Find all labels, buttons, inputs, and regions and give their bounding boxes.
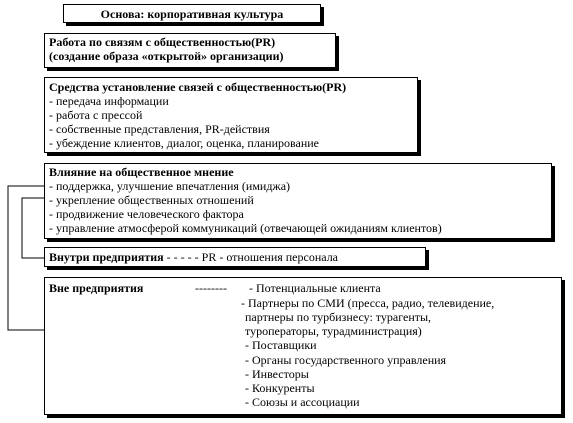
- outside-enterprise-title: Вне предприятия: [49, 281, 144, 295]
- pr-means-box: [44, 77, 418, 153]
- public-opinion-title: Влияние на общественное мнение: [49, 165, 234, 179]
- pr-means-title: Средства установление связей с общественностью(PR): [49, 80, 347, 94]
- list-item: - поддержка, улучшение впечатления (имиджа): [49, 179, 291, 193]
- list-item: туроператоры, турадминистрация): [245, 324, 422, 338]
- list-item: - работа с прессой: [49, 108, 143, 122]
- inside-enterprise-box: [44, 247, 426, 267]
- list-item: партнеры по турбизнесу: турагенты,: [245, 310, 432, 324]
- pr-work-subtitle: (создание образа «открытой» организации): [49, 49, 284, 63]
- list-item: - убеждение клиентов, диалог, оценка, планирование: [49, 136, 319, 150]
- inside-enterprise-row: [49, 250, 421, 264]
- list-item: - продвижение человеческого фактора: [49, 207, 244, 221]
- list-item: - Союзы и ассоциации: [245, 395, 360, 409]
- connector-influence-inside: [22, 198, 44, 258]
- public-opinion-box: [44, 163, 552, 239]
- outside-enterprise-box: [44, 277, 562, 415]
- foundation-box: [63, 4, 321, 23]
- list-item: - укрепление общественных отношений: [49, 193, 254, 207]
- list-item: - Потенциальные клиента: [249, 281, 381, 295]
- list-item: - Инвесторы: [245, 367, 309, 381]
- list-item: - передача информации: [49, 94, 169, 108]
- outside-enterprise-dashes: --------: [195, 281, 227, 295]
- list-item: - управление атмосферой коммуникаций (отвечающей ожиданиям клиентов): [49, 221, 442, 235]
- inside-enterprise-text: - - - - - PR - отношения персонала: [163, 250, 339, 264]
- inside-enterprise-title: Внутри предприятия: [49, 250, 164, 264]
- list-item: - собственные представления, PR-действия: [49, 122, 270, 136]
- pr-work-title: Работа по связям с общественностью(PR): [49, 35, 276, 49]
- pr-work-box: [44, 33, 336, 68]
- list-item: - Органы государственного управления: [245, 353, 447, 367]
- list-item: - Партнеры по СМИ (пресса, радио, телевидение,: [241, 296, 495, 310]
- list-item: - Поставщики: [245, 338, 317, 352]
- foundation-label: Основа: корпоративная культура: [100, 7, 284, 21]
- list-item: - Конкуренты: [245, 381, 315, 395]
